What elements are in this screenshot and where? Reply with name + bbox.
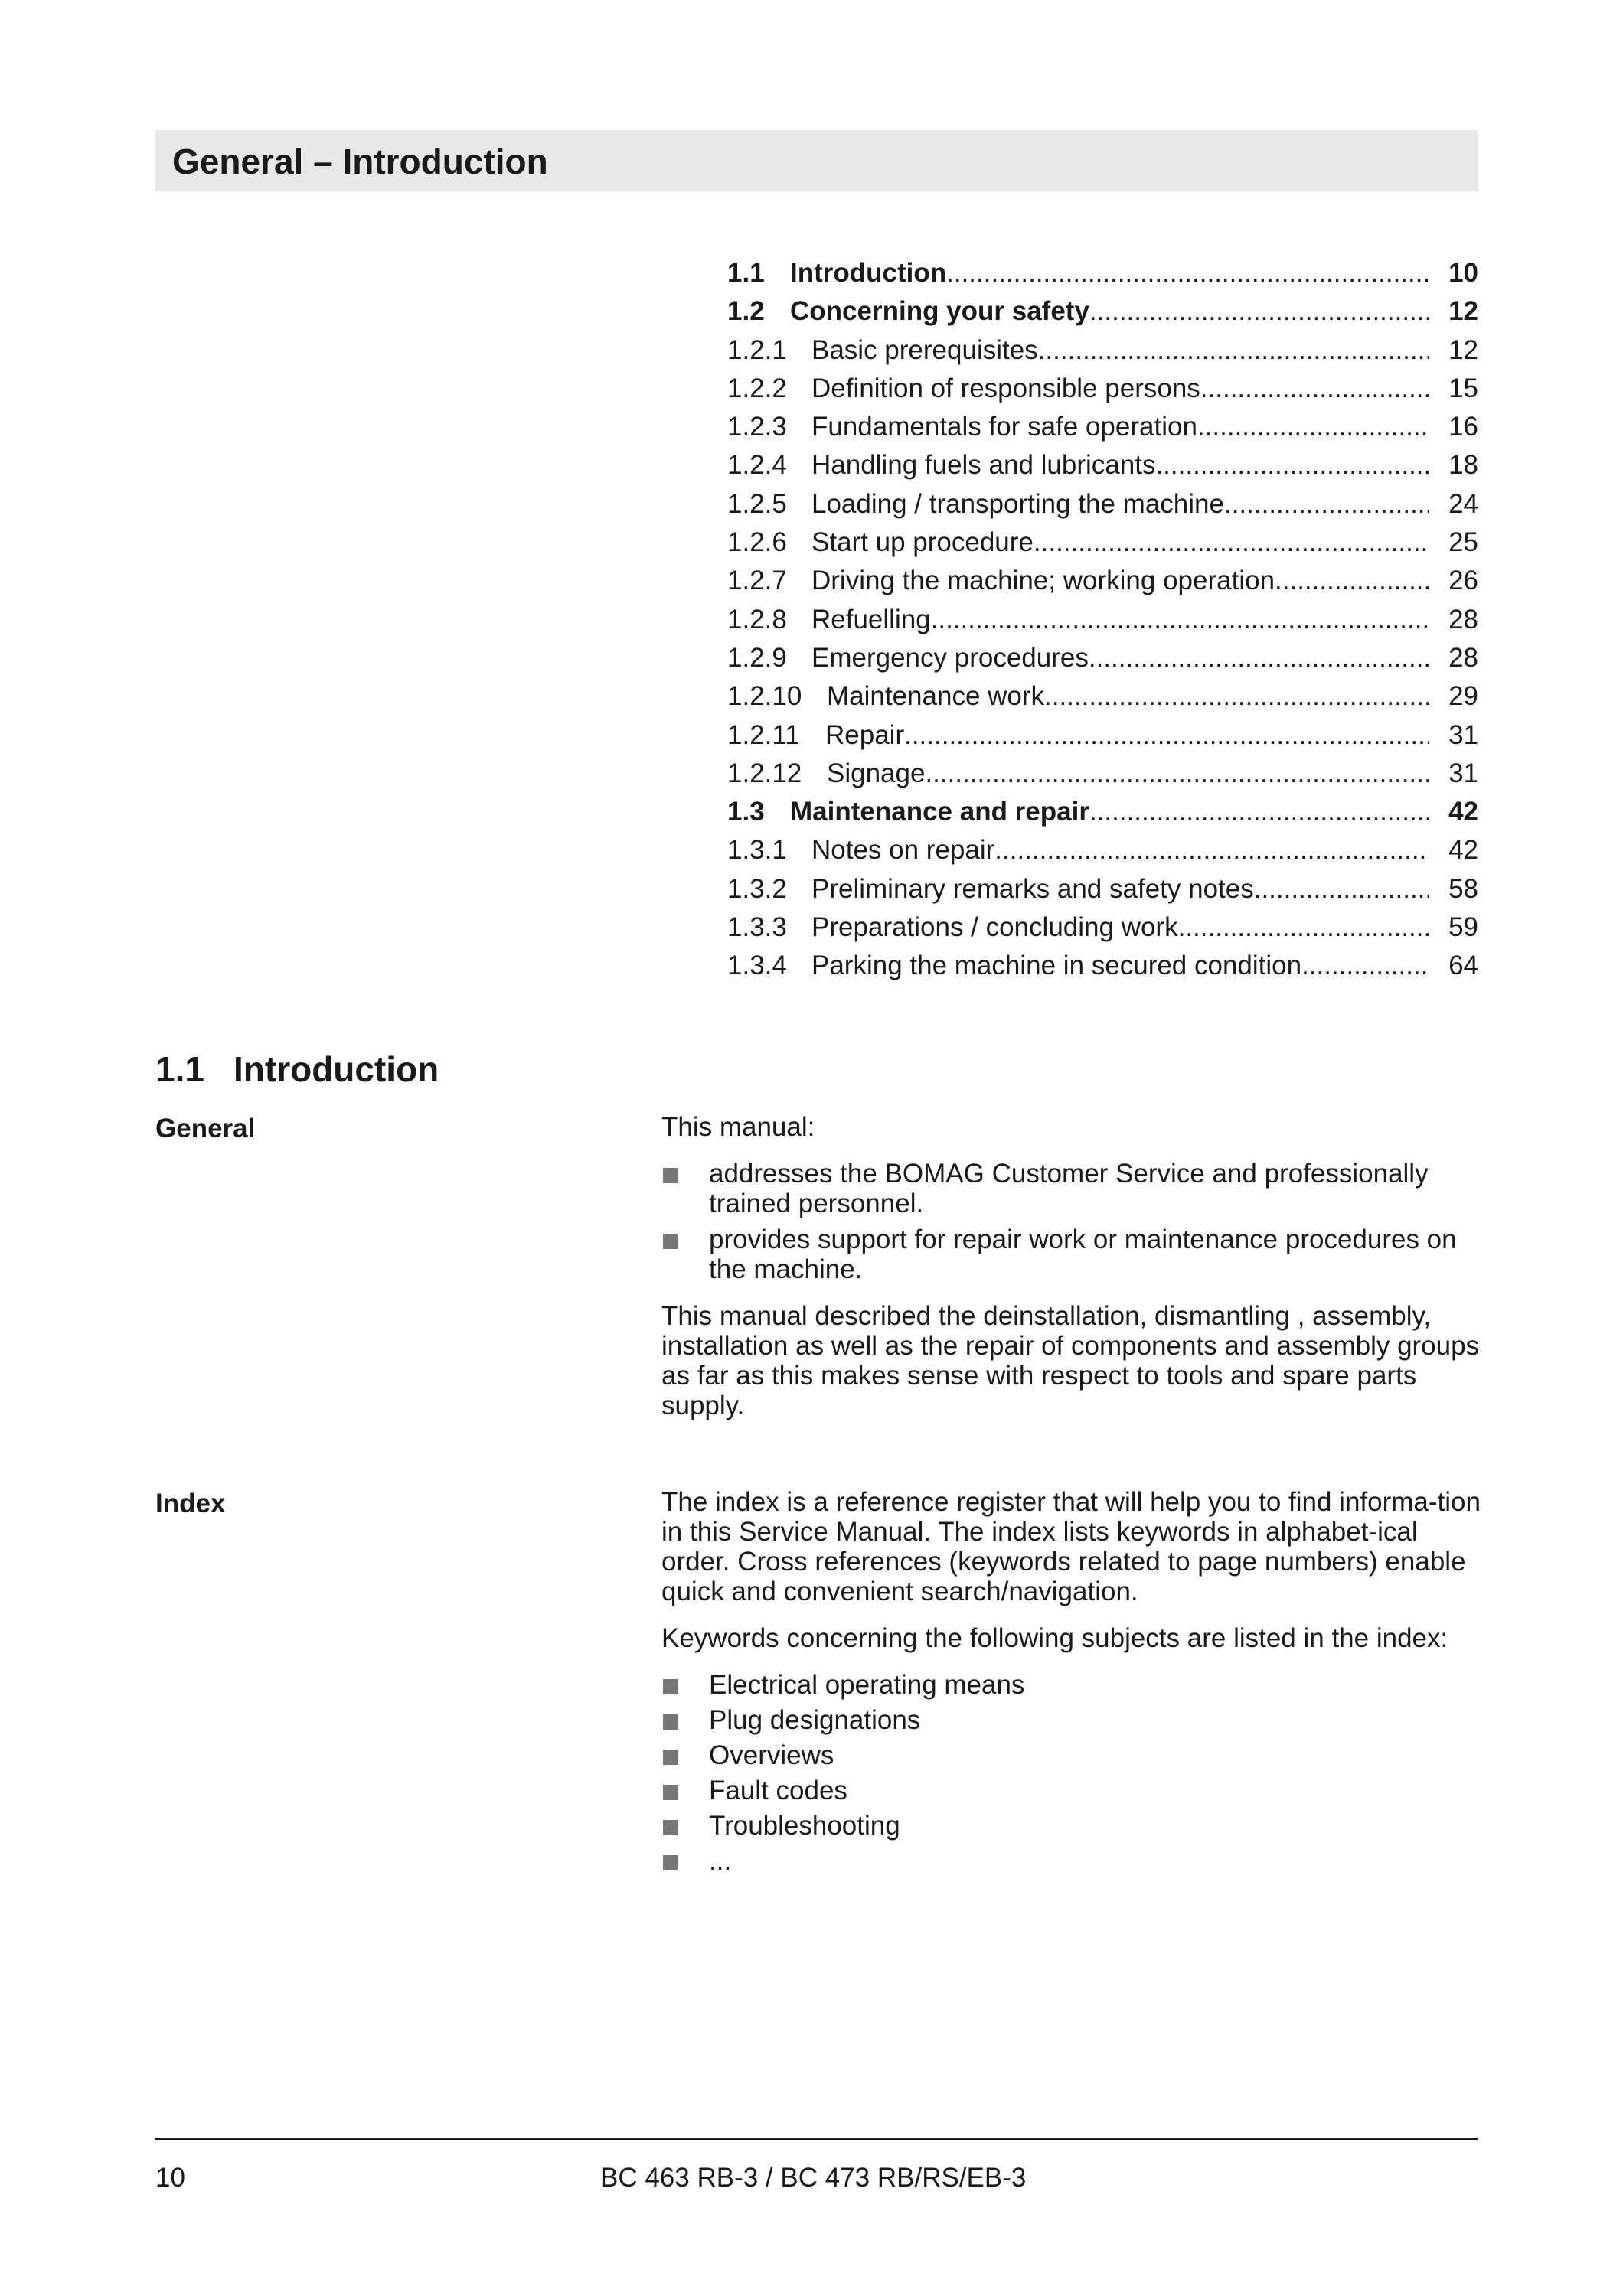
toc-entry-title: Repair [825, 719, 905, 750]
toc-entry[interactable] [727, 489, 1478, 527]
toc-entry-title: Notes on repair [812, 835, 995, 866]
toc-entry[interactable] [727, 758, 1478, 797]
toc-entry-title: Emergency procedures [812, 642, 1089, 673]
square-bullet-icon [663, 1855, 678, 1870]
toc-entry[interactable] [727, 643, 1478, 681]
toc-entry[interactable] [727, 605, 1478, 643]
toc-dot-leader [994, 835, 1429, 866]
list-item: ... [661, 1846, 1481, 1876]
toc-entry-page: 12 [1448, 296, 1478, 327]
toc-entry-number: 1.2.9 [727, 642, 787, 673]
toc-entry-page: 42 [1448, 797, 1478, 827]
toc-entry-number: 1.1 [727, 258, 765, 288]
toc-entry[interactable] [727, 412, 1478, 450]
toc-entry-number: 1.3.1 [727, 835, 787, 866]
toc-dot-leader [1178, 912, 1429, 943]
toc-entry[interactable] [727, 912, 1478, 951]
toc-entry[interactable] [727, 450, 1478, 488]
toc-entry-page: 42 [1448, 835, 1478, 866]
list-item: Troubleshooting [661, 1811, 1481, 1841]
toc-entry-title: Handling fuels and lubricants [812, 450, 1156, 481]
toc-entry-title: Start up procedure [812, 527, 1034, 558]
toc-dot-leader [1155, 450, 1429, 481]
toc-dot-leader [1254, 874, 1429, 905]
toc-entry-title: Preparations / concluding work [812, 912, 1178, 943]
index-paragraph: Keywords concerning the following subjects are listed in the index: [661, 1623, 1448, 1653]
toc-dot-leader [1200, 373, 1429, 404]
footer-model-name: BC 463 RB-3 / BC 473 RB/RS/EB-3 [600, 2163, 1027, 2193]
toc-entry-number: 1.2.2 [727, 373, 787, 403]
toc-dot-leader [931, 605, 1429, 635]
toc-entry[interactable] [727, 681, 1478, 719]
general-body [661, 1112, 1481, 1437]
toc-entry-number: 1.2.5 [727, 488, 787, 519]
list-item: Plug designations [661, 1705, 1481, 1735]
toc-dot-leader [1275, 566, 1429, 596]
footer-divider [155, 2138, 1478, 2140]
toc-entry[interactable] [727, 720, 1478, 758]
toc-entry-number: 1.3.3 [727, 912, 787, 943]
toc-entry-title: Preliminary remarks and safety notes [812, 873, 1254, 904]
square-bullet-icon [663, 1168, 678, 1183]
toc-entry-title: Definition of responsible persons [812, 373, 1200, 403]
toc-entry-page: 16 [1448, 412, 1478, 442]
toc-entry-number: 1.2.12 [727, 758, 802, 788]
toc-entry[interactable] [727, 566, 1478, 604]
toc-entry-title: Introduction [790, 258, 947, 288]
toc-entry-number: 1.2.1 [727, 334, 787, 365]
toc-entry-page: 10 [1448, 258, 1478, 288]
toc-entry-page: 12 [1448, 334, 1478, 365]
toc-entry-title: Refuelling [812, 604, 931, 634]
toc-entry-number: 1.2.7 [727, 566, 787, 596]
toc-entry-number: 1.3.4 [727, 951, 787, 981]
general-intro: This manual: [661, 1112, 815, 1142]
toc-entry-page: 31 [1448, 719, 1478, 750]
toc-entry[interactable] [727, 258, 1478, 296]
toc-entry-title: Driving the machine; working operation [812, 566, 1275, 596]
toc-entry[interactable] [727, 296, 1478, 334]
toc-entry-page: 25 [1448, 527, 1478, 558]
toc-dot-leader [1089, 643, 1429, 673]
toc-entry[interactable] [727, 835, 1478, 873]
toc-entry-page: 29 [1448, 681, 1478, 712]
list-item: Overviews [661, 1740, 1481, 1770]
chapter-header-bar [155, 130, 1478, 191]
list-item: Fault codes [661, 1776, 1481, 1805]
toc-entry-page: 15 [1448, 373, 1478, 403]
toc-dot-leader [1038, 335, 1429, 366]
toc-entry-page: 31 [1448, 758, 1478, 788]
square-bullet-icon [663, 1234, 678, 1249]
list-item: addresses the BOMAG Customer Service and professionally trained personnel. [661, 1159, 1481, 1218]
toc-entry[interactable] [727, 951, 1478, 989]
toc-entry-title: Fundamentals for safe operation [812, 412, 1197, 442]
toc-dot-leader [1044, 681, 1429, 712]
toc-entry-page: 24 [1448, 488, 1478, 519]
toc-entry-title: Parking the machine in secured condition [812, 951, 1302, 981]
toc-dot-leader [1301, 951, 1429, 981]
list-item: Electrical operating means [661, 1670, 1481, 1700]
general-paragraph: This manual described the deinstallation, dismantling , assembly, installation as well as the repair of components and assembly groups as far as this makes sense with respect to tools and spare parts supply. [661, 1301, 1480, 1420]
square-bullet-icon [663, 1679, 678, 1694]
toc-dot-leader [946, 258, 1429, 289]
toc-entry-number: 1.2.11 [727, 719, 800, 750]
toc-entry-page: 26 [1448, 566, 1478, 596]
toc-entry-number: 1.3.2 [727, 873, 787, 904]
toc-entry-title: Loading / transporting the machine [812, 488, 1224, 519]
square-bullet-icon [663, 1750, 678, 1765]
toc-entry-page: 18 [1448, 450, 1478, 481]
toc-dot-leader [1089, 797, 1429, 827]
toc-entry[interactable] [727, 527, 1478, 566]
toc-dot-leader [1224, 489, 1429, 520]
toc-entry[interactable] [727, 874, 1478, 912]
toc-entry-number: 1.2.3 [727, 412, 787, 442]
toc-entry-number: 1.3 [727, 797, 765, 827]
square-bullet-icon [663, 1714, 678, 1730]
general-bullet-list [661, 1159, 1481, 1284]
toc-entry-number: 1.2.8 [727, 604, 787, 634]
section-title: Introduction [233, 1049, 439, 1089]
toc-entry-page: 58 [1448, 873, 1478, 904]
toc-entry-page: 64 [1448, 951, 1478, 981]
toc-entry-number: 1.2.10 [727, 681, 802, 712]
list-item: provides support for repair work or maintenance procedures on the machine. [661, 1225, 1481, 1284]
toc-dot-leader [1034, 527, 1429, 558]
toc-entry-title: Basic prerequisites [812, 334, 1038, 365]
toc-entry[interactable] [727, 335, 1478, 373]
toc-entry-page: 28 [1448, 642, 1478, 673]
toc-dot-leader [1197, 412, 1429, 442]
toc-entry-page: 59 [1448, 912, 1478, 943]
toc-entry-title: Signage [827, 758, 926, 788]
toc-entry-number: 1.2.4 [727, 450, 787, 481]
table-of-contents [727, 258, 1478, 990]
toc-entry[interactable] [727, 797, 1478, 835]
square-bullet-icon [663, 1820, 678, 1835]
toc-entry-title: Concerning your safety [790, 296, 1089, 327]
section-number: 1.1 [155, 1049, 204, 1089]
toc-entry-number: 1.2.6 [727, 527, 787, 558]
general-label: General [155, 1114, 256, 1143]
toc-entry[interactable] [727, 373, 1478, 412]
index-body [661, 1487, 1481, 1893]
toc-entry-title: Maintenance and repair [790, 797, 1089, 827]
footer-page-number: 10 [155, 2163, 185, 2193]
toc-entry-number: 1.2 [727, 296, 765, 327]
chapter-title: General – Introduction [172, 142, 548, 181]
toc-dot-leader [925, 758, 1429, 789]
index-bullet-list [661, 1670, 1481, 1876]
toc-dot-leader [904, 720, 1429, 751]
toc-entry-title: Maintenance work [827, 681, 1045, 712]
index-label: Index [155, 1489, 226, 1518]
toc-dot-leader [1089, 296, 1429, 327]
toc-entry-page: 28 [1448, 604, 1478, 634]
section-heading [155, 1049, 439, 1090]
index-paragraph: The index is a reference register that will help you to find informa-tion in this Service Manual. The index lists keywords in alphabet-ical order. Cross references (keywords related to page numbers) enable quick and convenient search/navigation. [661, 1487, 1481, 1606]
square-bullet-icon [663, 1785, 678, 1800]
